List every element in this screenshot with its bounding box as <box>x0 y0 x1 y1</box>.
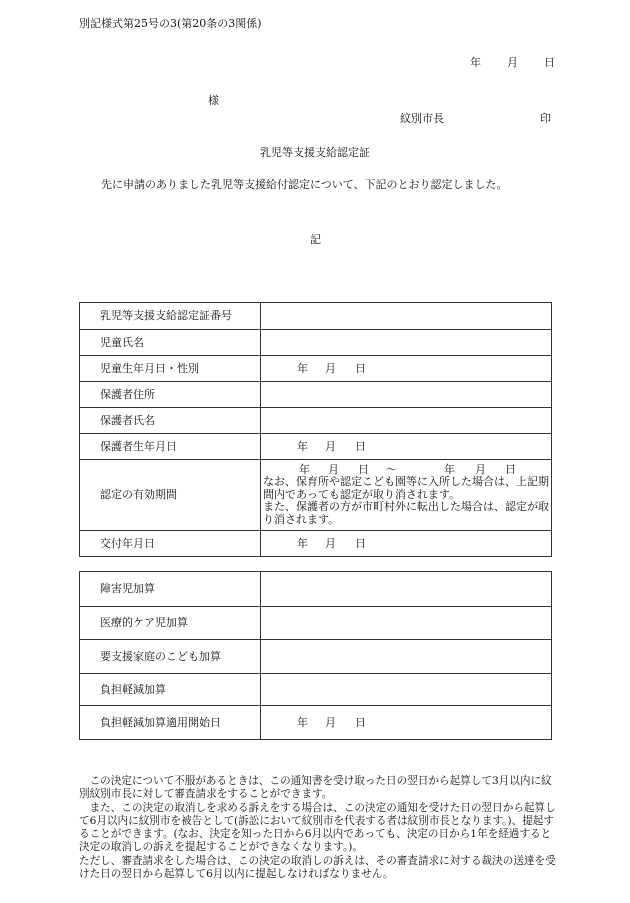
month-label: 月 <box>475 462 486 476</box>
year-label: 年 <box>444 462 455 476</box>
year-label: 年 <box>297 536 308 550</box>
table-row <box>80 460 552 531</box>
range-tilde: 〜 <box>386 462 397 476</box>
day-label: 日 <box>355 439 366 453</box>
table-row <box>80 607 552 640</box>
issue-date-field[interactable] <box>261 531 552 557</box>
guardian-address-field[interactable] <box>261 382 552 408</box>
row-label: 負担軽減加算適用開始日 <box>80 706 261 740</box>
month-label: 月 <box>328 462 339 476</box>
note-paragraph: ただし、審査請求をした場合は、この決定の取消しの訴えは、その審査請求に対する裁決の送達を受けた日の翌日から起算して6月以内に提起しなければなりません。 <box>79 854 556 881</box>
certification-table <box>79 302 552 557</box>
table-row <box>80 382 552 408</box>
table-row <box>80 434 552 460</box>
row-label: 認定の有効期間 <box>80 460 261 531</box>
note-paragraph: この決定について不服があるときは、この通知書を受け取った日の翌日から起算して3月以内に紋別紋別市長に対して審査請求をすることができます。 <box>79 775 552 801</box>
certificate-number-field[interactable] <box>261 303 552 330</box>
table-row <box>80 531 552 557</box>
row-label: 医療的ケア児加算 <box>80 607 261 640</box>
table-row <box>80 674 552 706</box>
disability-addition-field[interactable] <box>261 572 552 607</box>
date-month-label: 月 <box>507 56 518 69</box>
table-row <box>80 572 552 607</box>
child-birthdate-field[interactable] <box>261 356 552 382</box>
day-label: 日 <box>358 462 369 476</box>
row-label: 負担軽減加算 <box>80 674 261 706</box>
row-label: 交付年月日 <box>80 531 261 557</box>
row-label: 要支援家庭のこども加算 <box>80 640 261 674</box>
month-label: 月 <box>325 439 336 453</box>
day-label: 日 <box>355 536 366 550</box>
validity-note-1: なお、保育所や認定こども園等に入所した場合は、上記期間内であっても認定が取り消されます。 <box>263 475 549 501</box>
burden-reduction-start-date-field[interactable] <box>261 706 552 740</box>
year-label: 年 <box>297 715 308 729</box>
note-paragraph: また、この決定の取消しを求める訴えをする場合は、この決定の通知を受けた日の翌日から起算して6月以内に紋別市を被告として(訴訟において紋別市を代表する者は紋別市長となります。)、提起することができます。(なお、決定を知った日から6月以内であっても、決定の日から1年を経過すると決定の取消しの訴えを提起することができなくなります。)。 <box>79 801 556 854</box>
month-label: 月 <box>325 361 336 375</box>
medical-care-addition-field[interactable] <box>261 607 552 640</box>
document-title: 乳児等支援支給認定証 <box>260 146 370 159</box>
date-year-label: 年 <box>470 56 481 69</box>
table-row <box>80 330 552 356</box>
row-label: 障害児加算 <box>80 572 261 607</box>
table-row <box>80 640 552 674</box>
row-label: 保護者住所 <box>80 382 261 408</box>
month-label: 月 <box>325 715 336 729</box>
date-line <box>470 56 555 69</box>
appeal-notes <box>79 775 559 881</box>
row-label: 児童生年月日・性別 <box>80 356 261 382</box>
year-label: 年 <box>299 462 310 476</box>
date-day-label: 日 <box>544 56 555 69</box>
issuer-name: 紋別市長 <box>400 112 444 125</box>
day-label: 日 <box>355 361 366 375</box>
form-id: 別記様式第25号の3(第20条の3関係) <box>79 17 262 30</box>
ki-heading: 記 <box>310 233 321 246</box>
guardian-birthdate-field[interactable] <box>261 434 552 460</box>
seal-mark: 印 <box>540 112 551 125</box>
support-family-addition-field[interactable] <box>261 640 552 674</box>
month-label: 月 <box>325 536 336 550</box>
table-row <box>80 356 552 382</box>
year-label: 年 <box>297 439 308 453</box>
year-label: 年 <box>297 361 308 375</box>
validity-note-2: また、保護者の方が市町村外に転出した場合は、認定が取り消されます。 <box>263 500 549 526</box>
intro-text: 先に申請のありました乳児等支援給付認定について、下記のとおり認定しました。 <box>101 178 508 191</box>
child-name-field[interactable] <box>261 330 552 356</box>
validity-period-field[interactable] <box>261 460 552 531</box>
day-label: 日 <box>505 462 516 476</box>
burden-reduction-field[interactable] <box>261 674 552 706</box>
table-row <box>80 408 552 434</box>
row-label: 乳児等支援支給認定証番号 <box>80 303 261 330</box>
table-row <box>80 706 552 740</box>
row-label: 保護者生年月日 <box>80 434 261 460</box>
additions-table <box>79 571 552 740</box>
day-label: 日 <box>355 715 366 729</box>
recipient-suffix: 様 <box>208 94 219 107</box>
table-row <box>80 303 552 330</box>
row-label: 保護者氏名 <box>80 408 261 434</box>
guardian-name-field[interactable] <box>261 408 552 434</box>
row-label: 児童氏名 <box>80 330 261 356</box>
